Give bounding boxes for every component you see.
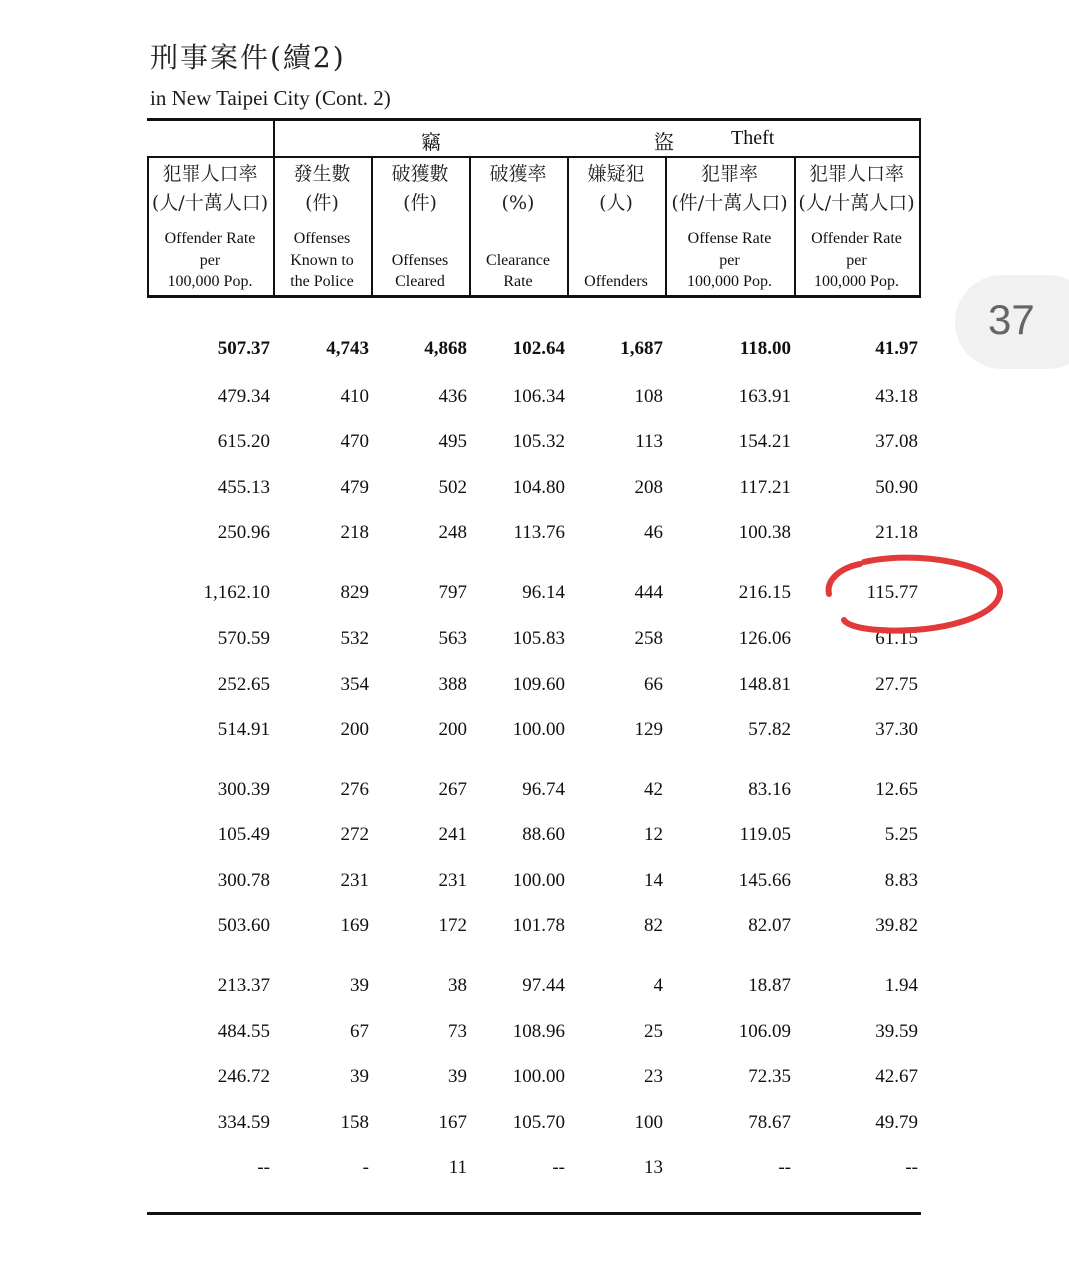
table-cell: 145.66 [738, 870, 791, 891]
table-cell: 115.77 [866, 582, 918, 603]
column-header-en: Known to [290, 251, 354, 269]
table-cell: 354 [340, 674, 369, 695]
table-cell: 109.60 [512, 674, 565, 695]
table-cell: 163.91 [738, 386, 791, 407]
table-cell: 104.80 [512, 477, 565, 498]
column-header-zh-unit: (人/十萬人口) [798, 192, 915, 214]
table-cell: 41.97 [875, 338, 918, 359]
column-header-zh: 嫌疑犯 [587, 163, 645, 185]
table-cell: 4,868 [424, 338, 467, 359]
column-header-en: 100,000 Pop. [687, 273, 772, 290]
table-cell: 300.39 [217, 779, 270, 800]
table-cell: 200 [340, 719, 369, 740]
table-cell: 334.59 [217, 1112, 270, 1133]
table-cell: 267 [438, 779, 467, 800]
table-cell: 118.00 [739, 338, 791, 359]
table-cell: 42.67 [875, 1066, 918, 1087]
table-cell: 208 [634, 477, 663, 498]
table-cell: 50.90 [875, 477, 918, 498]
table-cell: 82.07 [748, 915, 791, 936]
column-header-zh-unit: (人) [599, 192, 633, 214]
group-header-zh-left: 竊 [421, 130, 441, 154]
table-bottom-rule [147, 1212, 921, 1215]
table-cell: 73 [448, 1021, 467, 1042]
table-cell: 129 [634, 719, 663, 740]
table-cell: 72.35 [748, 1066, 791, 1087]
table-cell: 126.06 [738, 628, 791, 649]
table-cell: 172 [438, 915, 467, 936]
table-cell: 272 [340, 824, 369, 845]
table-cell: 105.32 [512, 431, 565, 452]
table-cell: 88.60 [522, 824, 565, 845]
table-cell: 12.65 [875, 779, 918, 800]
table-top-rule [147, 118, 921, 121]
column-header-en: 100,000 Pop. [814, 273, 899, 290]
table-cell: -- [552, 1157, 565, 1178]
table-cell: 39.82 [875, 915, 918, 936]
table-cell: 37.08 [875, 431, 918, 452]
table-cell: 108.96 [512, 1021, 565, 1042]
table-cell: 158 [340, 1112, 369, 1133]
column-header-zh: 破獲數 [391, 163, 449, 185]
table-cell: 101.78 [512, 915, 565, 936]
table-cell: 502 [438, 477, 467, 498]
table-cell: 829 [340, 582, 369, 603]
table-cell: 66 [644, 674, 663, 695]
page-number: 37 [988, 296, 1035, 343]
column-header-en [567, 250, 665, 272]
table-cell: 39.59 [875, 1021, 918, 1042]
column-header-en: Offenders [584, 273, 648, 290]
header-column-border [919, 118, 921, 297]
column-header-en: Clearance [486, 251, 550, 269]
column-header-en: Offender Rate [164, 230, 256, 247]
column-header-en: Rate [503, 273, 533, 290]
column-header-en: per [846, 251, 867, 269]
table-cell: 258 [634, 628, 663, 649]
column-header-en: Cleared [395, 273, 445, 290]
table-cell: 470 [340, 431, 369, 452]
table-cell: 248 [438, 522, 467, 543]
table-cell: 38 [448, 975, 467, 996]
table-cell: 67 [350, 1021, 369, 1042]
table-cell: 21.18 [875, 522, 918, 543]
column-header [273, 160, 371, 293]
table-cell: 119.05 [739, 824, 791, 845]
table-cell: 13 [644, 1157, 663, 1178]
table-cell: 96.74 [522, 779, 565, 800]
table-cell: -- [257, 1157, 270, 1178]
column-header-zh-unit: (人/十萬人口) [151, 192, 269, 214]
table-cell: 615.20 [217, 431, 270, 452]
table-cell: 4 [653, 975, 663, 996]
table-cell: 213.37 [217, 975, 270, 996]
table-cell: 252.65 [217, 674, 270, 695]
table-cell: 14 [644, 870, 663, 891]
table-cell: 37.30 [875, 719, 918, 740]
table-cell: 108 [634, 386, 663, 407]
table-cell: 39 [350, 1066, 369, 1087]
table-cell: 570.59 [217, 628, 270, 649]
column-header [567, 160, 665, 293]
column-header-en [469, 228, 567, 250]
column-header [469, 160, 567, 293]
header-bottom-rule [147, 295, 921, 298]
table-cell: 436 [438, 386, 467, 407]
table-cell: 82 [644, 915, 663, 936]
table-cell: 18.87 [748, 975, 791, 996]
column-header-en [371, 228, 469, 250]
table-cell: 102.64 [512, 338, 565, 359]
column-header-en: Offenses [293, 230, 351, 247]
table-cell: 200 [438, 719, 467, 740]
table-cell: 410 [340, 386, 369, 407]
column-header [371, 160, 469, 293]
table-cell: 479 [340, 477, 369, 498]
table-cell: 797 [438, 582, 467, 603]
group-header-en: Theft [731, 127, 775, 149]
column-header-zh-unit: (%) [501, 192, 535, 214]
column-header-en: per [199, 251, 221, 269]
table-cell: 113.76 [513, 522, 565, 543]
column-header-en: the Police [290, 273, 354, 290]
table-cell: 25 [644, 1021, 663, 1042]
table-cell: 246.72 [217, 1066, 270, 1087]
page-title-chinese: 刑事案件(續2) [150, 41, 346, 74]
table-cell: 23 [644, 1066, 663, 1087]
table-cell: 106.09 [738, 1021, 791, 1042]
table-cell: 43.18 [875, 386, 918, 407]
table-cell: 4,743 [326, 338, 369, 359]
table-cell: 216.15 [738, 582, 791, 603]
page-title-english: in New Taipei City (Cont. 2) [150, 86, 391, 110]
column-header-en: Offender Rate [811, 230, 902, 247]
table-cell: 455.13 [217, 477, 270, 498]
table-cell: 49.79 [875, 1112, 918, 1133]
table-cell: 231 [340, 870, 369, 891]
table-cell: 61.15 [875, 628, 918, 649]
table-cell: 503.60 [217, 915, 270, 936]
table-cell: 97.44 [522, 975, 565, 996]
column-header-en [567, 228, 665, 250]
table-cell: 96.14 [522, 582, 565, 603]
column-header-zh-unit: (件) [305, 192, 339, 214]
table-cell: 148.81 [738, 674, 791, 695]
red-circle-annotation [820, 552, 1010, 642]
table-cell: 444 [634, 582, 663, 603]
table-cell: 105.83 [512, 628, 565, 649]
table-cell: 276 [340, 779, 369, 800]
table-cell: 1,687 [620, 338, 663, 359]
table-cell: 241 [438, 824, 467, 845]
table-cell: 250.96 [217, 522, 270, 543]
table-cell: 563 [438, 628, 467, 649]
table-cell: 167 [438, 1112, 467, 1133]
column-header [665, 160, 794, 293]
table-cell: 479.34 [217, 386, 270, 407]
column-header-zh-unit: (件) [403, 192, 437, 214]
table-cell: 83.16 [748, 779, 791, 800]
table-cell: 78.67 [748, 1112, 791, 1133]
table-cell: 514.91 [217, 719, 270, 740]
table-cell: 388 [438, 674, 467, 695]
header-box-top [147, 156, 274, 158]
table-cell: 495 [438, 431, 467, 452]
table-cell: 484.55 [217, 1021, 270, 1042]
column-header [147, 160, 273, 293]
table-cell: 11 [448, 1157, 467, 1178]
table-cell: 100 [634, 1112, 663, 1133]
table-cell: 39 [350, 975, 369, 996]
column-header-en: Offense Rate [687, 230, 772, 247]
table-cell: 42 [644, 779, 663, 800]
group-header-zh-right: 盜 [654, 130, 674, 154]
table-cell: 1.94 [884, 975, 918, 996]
table-cell: 100.00 [512, 719, 565, 740]
table-cell: 57.82 [748, 719, 791, 740]
table-cell: 105.49 [217, 824, 270, 845]
table-cell: 100.00 [512, 1066, 565, 1087]
table-cell: -- [778, 1157, 791, 1178]
column-header-zh: 犯罪率 [700, 163, 758, 185]
column-header-zh-unit: (件/十萬人口) [671, 192, 788, 214]
table-cell: 27.75 [875, 674, 918, 695]
table-cell: 106.34 [512, 386, 565, 407]
table-cell: 300.78 [217, 870, 270, 891]
table-cell: 8.83 [884, 870, 918, 891]
table-cell: 231 [438, 870, 467, 891]
column-header-zh: 發生數 [293, 163, 351, 185]
column-header-en: Offenses [391, 251, 449, 269]
table-cell: 507.37 [217, 338, 270, 359]
table-cell: 105.70 [512, 1112, 565, 1133]
column-header [794, 160, 919, 293]
table-cell: 100.00 [512, 870, 565, 891]
column-header-zh: 破獲率 [489, 163, 547, 185]
table-cell: 46 [644, 522, 663, 543]
column-header-en: per [719, 251, 740, 269]
column-header-zh: 犯罪人口率 [808, 163, 904, 185]
table-cell: 113 [635, 431, 663, 452]
table-cell: 169 [340, 915, 369, 936]
table-cell: 39 [448, 1066, 467, 1087]
table-cell: 532 [340, 628, 369, 649]
table-cell: 1,162.10 [203, 582, 270, 603]
column-header-en: 100,000 Pop. [167, 273, 253, 290]
table-cell: 12 [644, 824, 663, 845]
table-cell: 154.21 [738, 431, 791, 452]
table-cell: 117.21 [739, 477, 791, 498]
column-header-zh: 犯罪人口率 [162, 163, 258, 185]
table-cell: 100.38 [738, 522, 791, 543]
table-cell: - [362, 1157, 369, 1178]
table-cell: 5.25 [884, 824, 918, 845]
table-cell: 218 [340, 522, 369, 543]
table-cell: -- [905, 1157, 918, 1178]
